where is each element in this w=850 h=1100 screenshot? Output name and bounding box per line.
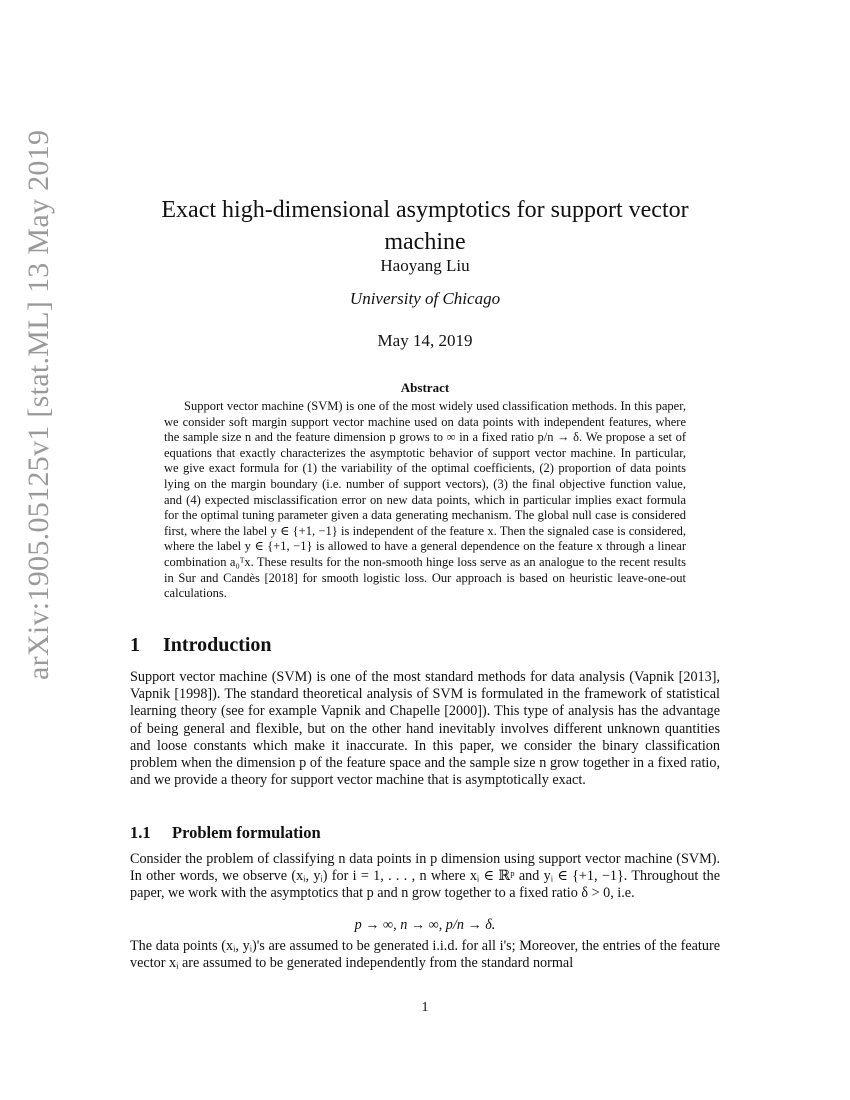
section-title-text: Introduction xyxy=(163,634,272,656)
author-name: Haoyang Liu xyxy=(380,256,470,275)
subsection-heading-problem-formulation xyxy=(130,823,321,843)
subsection-title-text: Problem formulation xyxy=(172,823,321,842)
problem-formulation-paragraph-1: Consider the problem of classifying n data points in p dimension using support vector machine (SVM). In other words, we observe (xᵢ, yᵢ) for i = 1, . . . , n where xᵢ ∈ ℝᵖ and yᵢ ∈ {+1, −1}. Throughout the paper, we work with the asymptotics that p and n grow together to a fixed ratio δ > 0, i.e. xyxy=(130,851,720,902)
section-number: 1 xyxy=(130,634,140,656)
abstract-text: Support vector machine (SVM) is one of the most widely used classification methods. In this paper, we consider soft margin support vector machine used on data points with independent features, where the sample size n and the feature dimension p grows to ∞ in a fixed ratio p/n → δ. We propose a set of equations that exactly characterizes the asymptotic behavior of support vector machine. In particular, we give exact formula for (1) the variability of the optimal coefficients, (2) proportion of data points lying on the margin boundary (i.e. number of support vectors), (3) the final objective function value, and (4) expected misclassification error on new data points, which in particular implies exact formula for the optimal tuning parameter given a data generating mechanism. The global null case is considered first, where the label y ∈ {+1, −1} is independent of the feature x. Then the signaled case is considered, where the label y ∈ {+1, −1} is allowed to have a general dependence on the feature x through a linear combination a₀ᵀx. These results for the non-smooth hinge loss serve as an analogue to the recent results in Sur and Candès [2018] for smooth logistic loss. Our approach is based on heuristic leave-one-out calculations. xyxy=(164,399,686,601)
problem-formulation-paragraph-2: The data points (xᵢ, yᵢ)'s are assumed to be generated i.i.d. for all i's; Moreover, the entries of the feature vector xᵢ are assumed to be generated independently from the standard normal xyxy=(130,938,720,972)
author-affiliation: University of Chicago xyxy=(349,289,501,308)
paper-title: Exact high-dimensional asymptotics for support vector machine xyxy=(161,197,689,256)
asymptotic-regime-equation: p → ∞, n → ∞, p/n → δ. xyxy=(354,917,496,933)
introduction-paragraph: Support vector machine (SVM) is one of the most standard methods for data analysis (Vapnik [2013], Vapnik [1998]). The standard theoretical analysis of SVM is formulated in the framework of statistical learning theory (see for example Vapnik and Chapelle [2000]). This type of analysis has the advantage of being general and flexible, but on the other hand inevitably involves different unknown quantities and loose constants which make it inaccurate. In this paper, we consider the binary classification problem when the dimension p of the feature space and the sample size n grow together in a fixed ratio, and we provide a theory for support vector machine that is asymptotically exact. xyxy=(130,669,720,789)
arxiv-identifier-stamp: arXiv:1905.05125v1 [stat.ML] 13 May 2019 xyxy=(22,129,55,680)
page-number: 1 xyxy=(421,1000,429,1015)
paper-date: May 14, 2019 xyxy=(377,331,473,350)
abstract-heading: Abstract xyxy=(400,380,450,395)
section-heading-introduction xyxy=(130,634,272,657)
subsection-number: 1.1 xyxy=(130,823,151,842)
